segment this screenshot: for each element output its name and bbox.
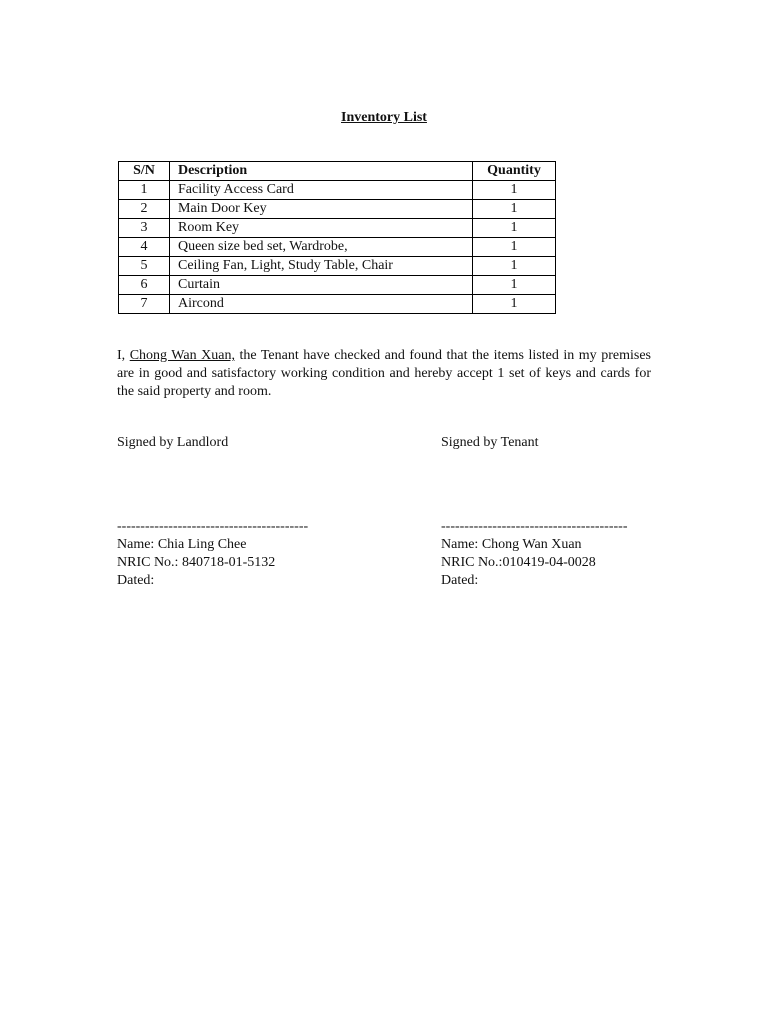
cell-sn: 7 [119, 295, 170, 314]
tenant-name-underlined: Chong Wan Xuan, [129, 348, 235, 363]
tenant-signature-block [441, 434, 539, 452]
tenant-name: Name: Chong Wan Xuan [441, 537, 582, 552]
cell-quantity: 1 [472, 257, 555, 276]
cell-sn: 1 [119, 181, 170, 200]
table-row [119, 181, 556, 200]
cell-quantity: 1 [472, 200, 555, 219]
header-description: Description [169, 162, 472, 181]
landlord-name: Name: Chia Ling Chee [117, 537, 247, 552]
cell-sn: 4 [119, 238, 170, 257]
cell-quantity: 1 [472, 276, 555, 295]
declaration-prefix: I, [117, 348, 130, 363]
table-row [119, 219, 556, 238]
cell-sn: 6 [119, 276, 170, 295]
tenant-nric: NRIC No.:010419-04-0028 [441, 555, 596, 570]
table-row [119, 295, 556, 314]
table-header-row [119, 162, 556, 181]
cell-quantity: 1 [472, 238, 555, 257]
cell-sn: 5 [119, 257, 170, 276]
landlord-signature-block [117, 434, 228, 452]
tenant-dated: Dated: [441, 573, 479, 588]
table-body [119, 181, 556, 314]
cell-description: Curtain [169, 276, 472, 295]
header-sn: S/N [119, 162, 170, 181]
landlord-signature-line: ----------------------------------------- [117, 519, 309, 534]
landlord-details [117, 518, 308, 590]
cell-description: Queen size bed set, Wardrobe, [169, 238, 472, 257]
table-row [119, 257, 556, 276]
declaration-body: the Tenant have checked and found that the items listed in my premises are in good and satisfactory working condition and hereby accept 1 set of keys and cards for the said property and room. [117, 348, 651, 399]
header-quantity: Quantity [472, 162, 555, 181]
cell-sn: 2 [119, 200, 170, 219]
document-title: Inventory List [341, 110, 427, 125]
cell-description: Aircond [169, 295, 472, 314]
cell-quantity: 1 [472, 295, 555, 314]
table-row [119, 276, 556, 295]
declaration-paragraph [117, 347, 651, 401]
cell-quantity: 1 [472, 219, 555, 238]
cell-description: Main Door Key [169, 200, 472, 219]
table-row [119, 238, 556, 257]
tenant-details [441, 518, 627, 590]
table-row [119, 200, 556, 219]
landlord-nric: NRIC No.: 840718-01-5132 [117, 555, 276, 570]
tenant-signature-line: ---------------------------------------- [441, 519, 628, 534]
cell-description: Ceiling Fan, Light, Study Table, Chair [169, 257, 472, 276]
landlord-dated: Dated: [117, 573, 155, 588]
cell-sn: 3 [119, 219, 170, 238]
cell-description: Room Key [169, 219, 472, 238]
tenant-signed-heading: Signed by Tenant [441, 435, 539, 450]
cell-quantity: 1 [472, 181, 555, 200]
cell-description: Facility Access Card [169, 181, 472, 200]
landlord-signed-heading: Signed by Landlord [117, 435, 229, 450]
inventory-table [118, 161, 556, 314]
